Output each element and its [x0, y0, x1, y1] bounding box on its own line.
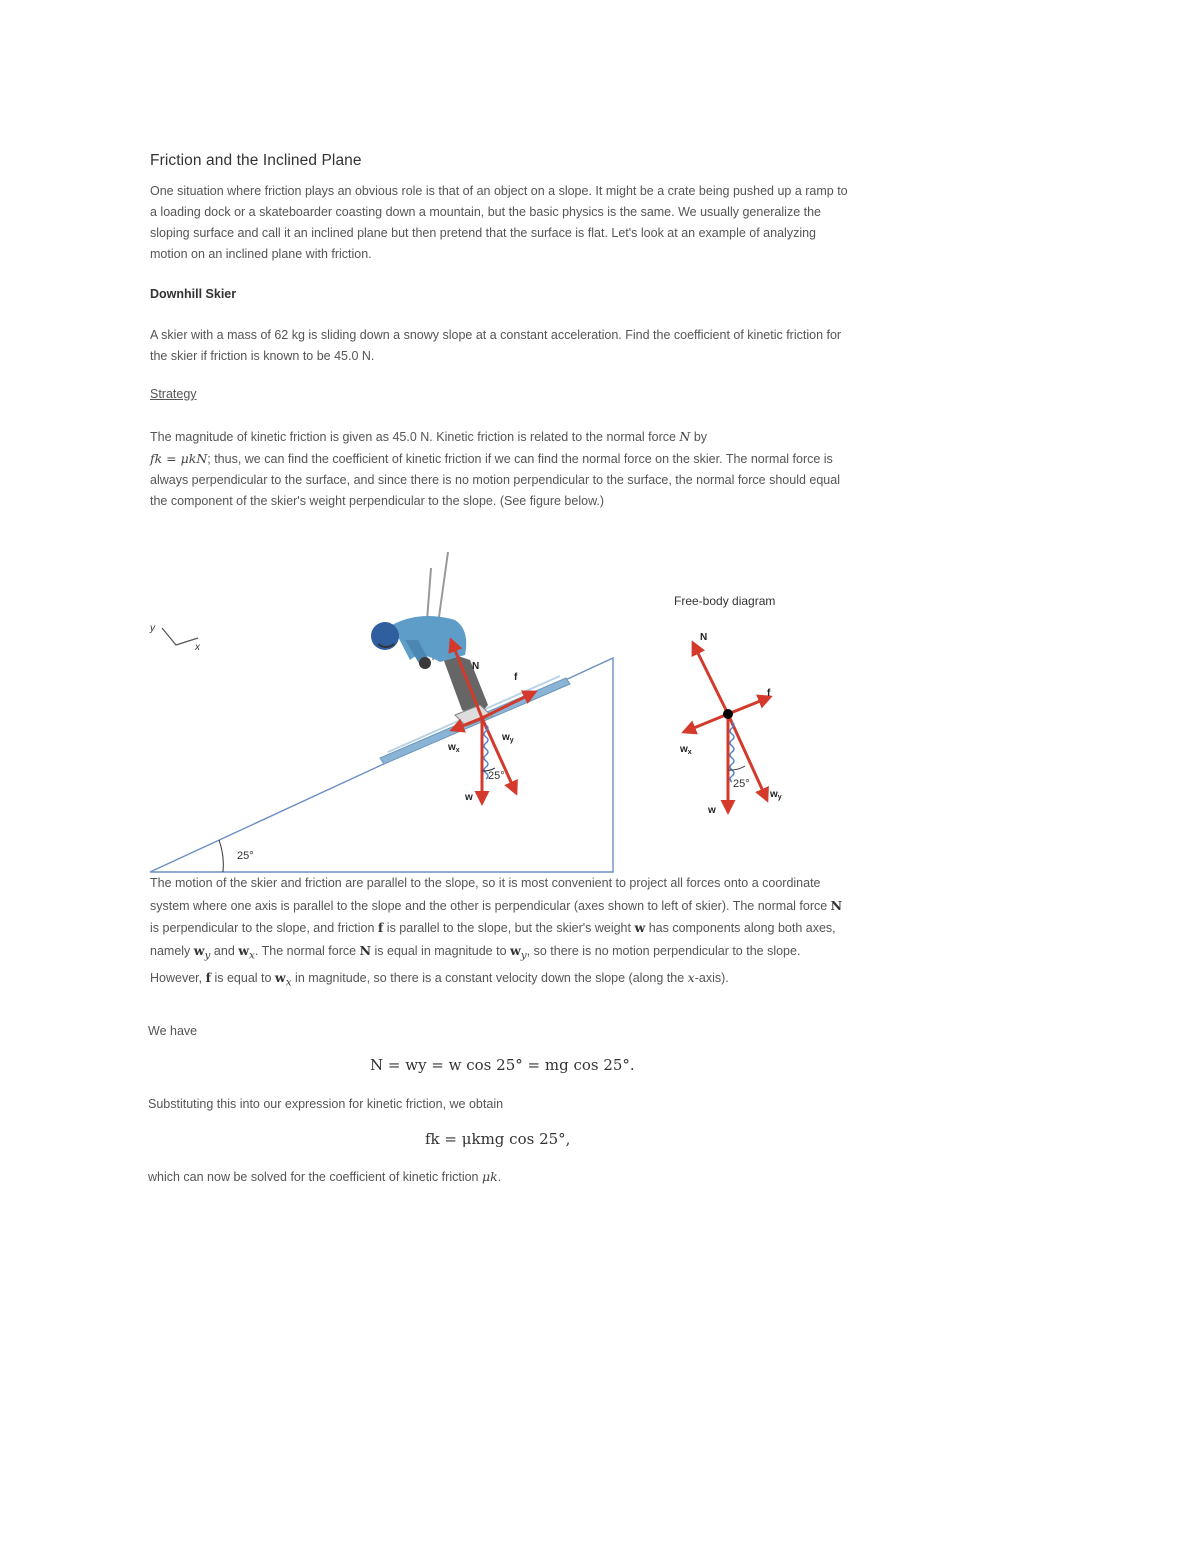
section-title: Friction and the Inclined Plane — [150, 152, 362, 169]
example-heading: Downhill Skier — [150, 287, 237, 301]
fbd-wy-label: $w_y$ — [770, 789, 782, 801]
intro-paragraph: One situation where friction plays an obvious role is that of an object on a slope. It might be a crate being pushed up a ramp to a loading dock or a skateboarder coasting down a mountain, but the basic physics is the same. We usually generalize the sloping surface and call it an inclined plane but then pretend that the surface is flat. Let's look at an example of analyzing motion on an inclined plane with friction. — [150, 184, 848, 261]
analysis-text: . The normal force — [254, 943, 360, 958]
vector-wy-sub: y — [204, 949, 211, 961]
analysis-text: has components along both axes, namely — [150, 921, 836, 958]
axis-x-label: x — [195, 642, 200, 653]
vector-wx: w — [238, 942, 250, 958]
analysis-text: is perpendicular to the slope, and friction — [150, 921, 378, 935]
analysis-text: , so there is no motion perpendicular to the slope. However, — [150, 943, 801, 985]
vector-f: f — [205, 969, 211, 985]
strategy-text-b: by — [690, 430, 708, 444]
vector-wy: w — [193, 942, 205, 958]
skier-wx-label: $w_x$ — [448, 742, 460, 754]
strategy-paragraph — [150, 426, 850, 512]
skier-angle-label: 25° — [488, 770, 505, 782]
fbd-f-label: f — [767, 688, 771, 699]
analysis-text: is equal in magnitude to — [371, 943, 510, 958]
skier-wy-label: $w_y$ — [502, 732, 514, 744]
skier-w-label: w — [465, 792, 473, 803]
analysis-text: -axis). — [694, 970, 729, 985]
problem-statement: A skier with a mass of 62 kg is sliding down a snowy slope at a constant acceleration. Find the coefficient of kinetic friction for the skier if friction is known to be 45.0 N. — [150, 328, 842, 363]
vector-N: N — [359, 942, 372, 958]
fbd-title: Free-body diagram — [674, 594, 776, 608]
strategy-heading: Strategy — [150, 387, 197, 401]
mu-k-symbol: μk — [481, 1169, 498, 1184]
fbd-N-label: N — [700, 632, 708, 643]
conclusion-text — [148, 1166, 501, 1188]
equation-kinetic-friction: fk = μkmg cos 25°, — [425, 1130, 571, 1148]
analysis-text: and — [210, 943, 239, 958]
fbd-w-label: w — [708, 805, 716, 816]
fbd-center-point — [723, 709, 733, 719]
strategy-text-a: The magnitude of kinetic friction is given as 45.0 N. Kinetic friction is related to the normal force — [150, 430, 680, 444]
skier-N-label: N — [472, 661, 480, 672]
vector-wy-sub: y — [520, 949, 527, 961]
vector-w: w — [634, 920, 646, 935]
vector-f: f — [377, 920, 384, 935]
we-have-text: We have — [148, 1024, 198, 1038]
conclusion-text-b: . — [497, 1170, 502, 1184]
axis-y-label: y — [150, 623, 155, 634]
analysis-paragraph — [150, 873, 850, 994]
x-axis-symbol: x — [687, 969, 695, 985]
vector-wx: w — [274, 969, 286, 985]
slope-angle-label: 25° — [237, 850, 254, 862]
vector-wy: w — [510, 942, 521, 958]
substituting-text: Substituting this into our expression for kinetic friction, we obtain — [148, 1097, 504, 1111]
vector-wx-sub: x — [285, 976, 292, 988]
skier-figure — [0, 540, 1200, 880]
analysis-text: in magnitude, so there is a constant velocity down the slope (along the — [291, 970, 688, 985]
vector-wx-sub: x — [249, 949, 255, 961]
normal-force-symbol: N — [679, 429, 691, 444]
analysis-text: is parallel to the slope, but the skier's weight — [383, 921, 635, 935]
equation-normal-force: N = wy = w cos 25° = mg cos 25°. — [370, 1056, 635, 1074]
coordinate-axes — [149, 623, 201, 653]
strategy-text-rest: ; thus, we can find the coefficient of kinetic friction if we can find the normal force on the skier. The normal force is always perpendicular to the surface, and since there is no motion perpendicular to the surface, the normal force should equal the component of the skier's weight perpendicular to the slope. (See figure below.) — [150, 452, 840, 508]
conclusion-text-a: which can now be solved for the coefficient of kinetic friction — [148, 1170, 482, 1184]
vector-N: N — [830, 897, 843, 913]
free-body-diagram — [674, 594, 782, 816]
skier-illustration — [371, 552, 570, 764]
fbd-wx-label: $w_x$ — [680, 744, 692, 756]
analysis-text: The motion of the skier and friction are parallel to the slope, so it is most convenient to project all forces onto a coordinate system where one axis is parallel to the slope and the other is perpendicular (axes shown to left of skier). The normal force — [150, 876, 831, 913]
friction-formula: fk = μkN — [150, 451, 208, 466]
analysis-text: is equal to — [210, 970, 275, 985]
skier-force-vectors — [447, 640, 535, 803]
fbd-angle-label: 25° — [733, 778, 750, 790]
skier-f-label: f — [514, 672, 518, 683]
